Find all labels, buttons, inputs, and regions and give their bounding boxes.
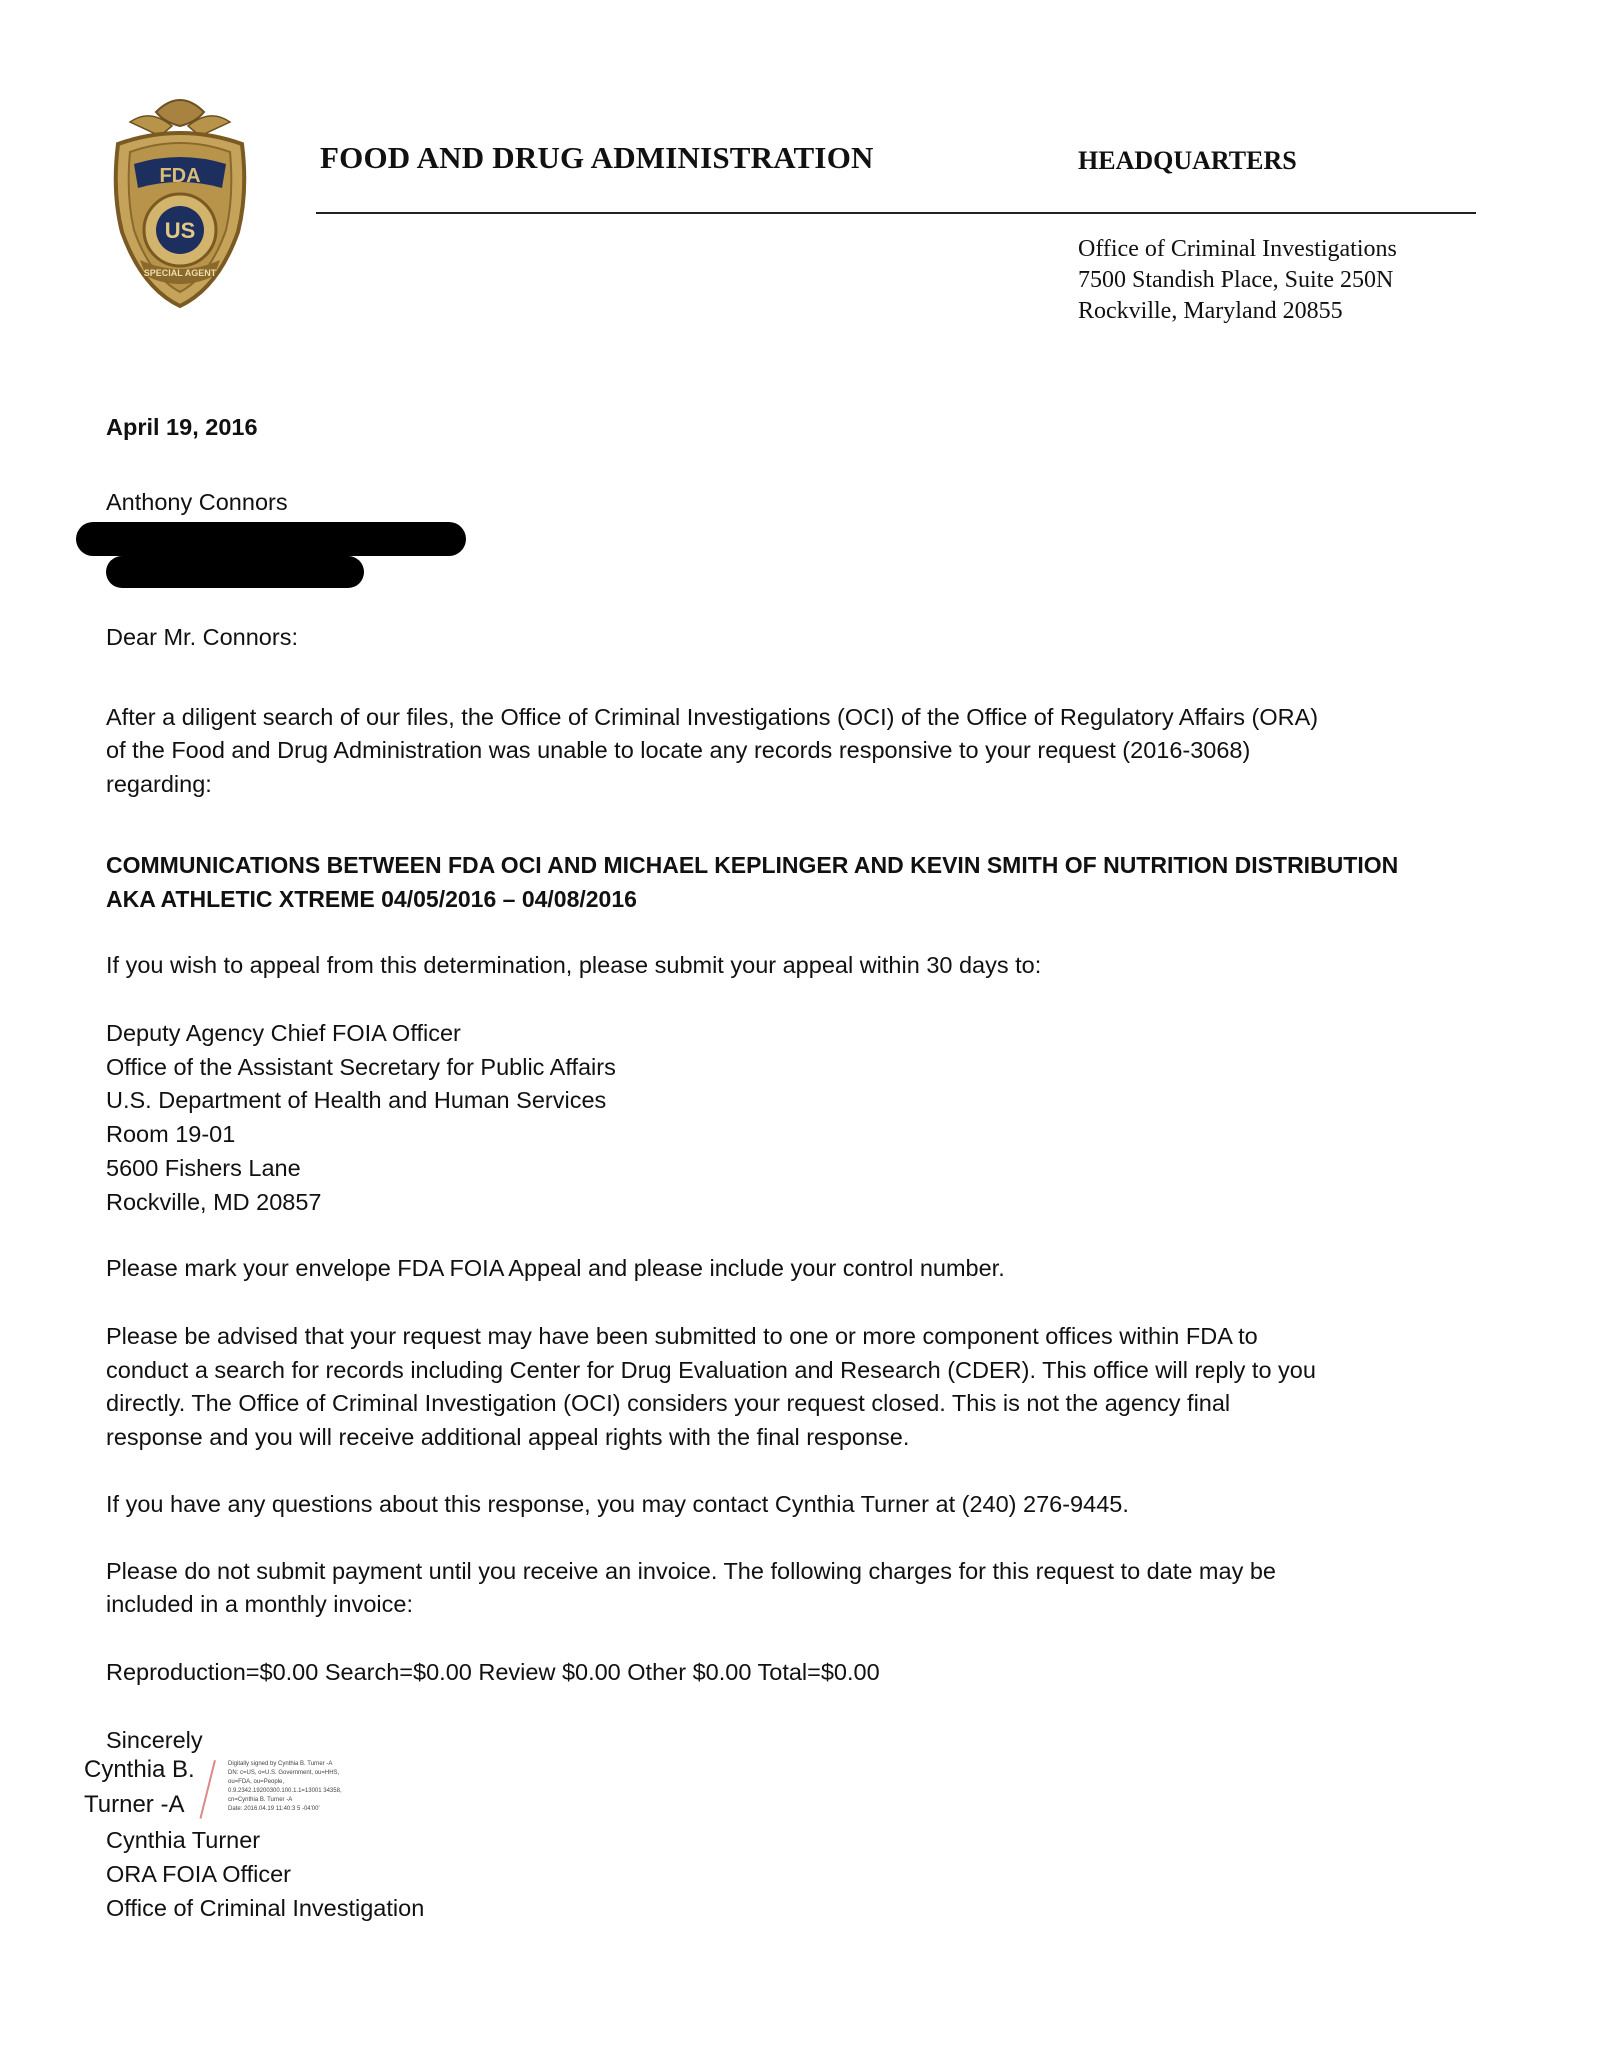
signature-name-line: Cynthia B. — [84, 1756, 195, 1783]
paragraph-line: conduct a search for records including Center for Drug Evaluation and Research (CDER). This office will reply to you — [106, 1357, 1316, 1383]
signature-name-line: Turner -A — [84, 1791, 185, 1818]
office-line: Office of Criminal Investigations — [1078, 236, 1397, 262]
signature-detail-line: 0.9.2342.19200300.100.1.1=13001 34358, — [228, 1788, 342, 1794]
envelope-note: Please mark your envelope FDA FOIA Appeal and please include your control number. — [106, 1255, 1005, 1281]
appeal-address-line: U.S. Department of Health and Human Services — [106, 1087, 607, 1113]
signer-line: Cynthia Turner — [106, 1827, 261, 1853]
charges-line: Reproduction=$0.00 Search=$0.00 Review $0.00 Other $0.00 Total=$0.00 — [106, 1659, 880, 1685]
redaction-bar — [106, 556, 364, 588]
agency-name: FOOD AND DRUG ADMINISTRATION — [320, 140, 874, 175]
fda-special-agent-badge-icon — [100, 92, 260, 312]
badge-top-text: FDA — [159, 165, 201, 187]
recipient-name: Anthony Connors — [106, 489, 288, 515]
appeal-intro: If you wish to appeal from this determination, please submit your appeal within 30 days to: — [106, 952, 1042, 978]
signature-detail-line: cn=Cynthia B. Turner -A — [228, 1797, 293, 1803]
signature-detail-line: Digitally signed by Cynthia B. Turner -A — [228, 1761, 333, 1767]
letter-date: April 19, 2016 — [106, 414, 258, 440]
office-line: 7500 Standish Place, Suite 250N — [1078, 267, 1394, 293]
closing: Sincerely — [106, 1727, 203, 1753]
badge-bottom-text: SPECIAL AGENT — [143, 268, 217, 278]
subject-line: AKA ATHLETIC XTREME 04/05/2016 – 04/08/2016 — [106, 886, 637, 912]
paragraph-line: included in a monthly invoice: — [106, 1591, 413, 1617]
appeal-address-line: Deputy Agency Chief FOIA Officer — [106, 1020, 461, 1046]
questions-line: If you have any questions about this response, you may contact Cynthia Turner at (240) 276-9445. — [106, 1491, 1129, 1517]
header-divider — [316, 212, 1476, 214]
office-address — [1078, 234, 1397, 327]
paragraph-line: of the Food and Drug Administration was unable to locate any records responsive to your request (2016-3068) — [106, 737, 1251, 763]
appeal-address-line: Room 19-01 — [106, 1121, 236, 1147]
digital-signature-details — [228, 1760, 342, 1814]
paragraph-line: directly. The Office of Criminal Investigation (OCI) considers your request closed. This is not the agency final — [106, 1390, 1231, 1416]
signature-stroke — [199, 1760, 215, 1819]
salutation: Dear Mr. Connors: — [106, 624, 298, 650]
appeal-address-line: Office of the Assistant Secretary for Public Affairs — [106, 1054, 616, 1080]
appeal-address-line: 5600 Fishers Lane — [106, 1155, 301, 1181]
signature-detail-line: ou=FDA, ou=People, — [228, 1779, 285, 1785]
badge-center-text: US — [164, 218, 196, 243]
appeal-address-line: Rockville, MD 20857 — [106, 1189, 322, 1215]
signature-detail-line: DN: c=US, o=U.S. Government, ou=HHS, — [228, 1770, 340, 1776]
paragraph-line: After a diligent search of our files, the Office of Criminal Investigations (OCI) of the Office of Regulatory Affairs (ORA) — [106, 704, 1319, 730]
redaction-bar — [76, 522, 466, 556]
paragraph-line: Please do not submit payment until you receive an invoice. The following charges for this request to date may be — [106, 1558, 1276, 1584]
headquarters-label: HEADQUARTERS — [1078, 146, 1297, 175]
paragraph-line: response and you will receive additional appeal rights with the final response. — [106, 1424, 910, 1450]
signer-line: Office of Criminal Investigation — [106, 1895, 425, 1921]
office-line: Rockville, Maryland 20855 — [1078, 298, 1343, 324]
paragraph-line: Please be advised that your request may have been submitted to one or more component offices within FDA to — [106, 1323, 1258, 1349]
signature-detail-line: Date: 2016.04.19 11:40:3 5 -04'00' — [228, 1806, 320, 1812]
signer-line: ORA FOIA Officer — [106, 1861, 292, 1887]
paragraph-line: regarding: — [106, 771, 212, 797]
subject-line: COMMUNICATIONS BETWEEN FDA OCI AND MICHAEL KEPLINGER AND KEVIN SMITH OF NUTRITION DISTRIBUTION — [106, 852, 1399, 878]
